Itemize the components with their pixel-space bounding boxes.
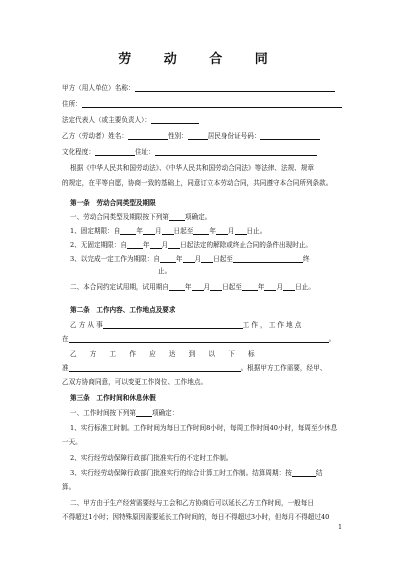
article2-line-1: 乙 方 从 事 工 作 ， 工 作 地 点 bbox=[70, 321, 302, 329]
article3-heading: 第三条 工作时间和休息休假 bbox=[70, 394, 156, 402]
comp-hours-line: 3、实行经劳动保障行政部门批准实行的综合计算工时工作制。结算周期：按 结 bbox=[70, 469, 323, 477]
blank[interactable] bbox=[143, 227, 155, 235]
blank[interactable] bbox=[201, 255, 213, 263]
id-field[interactable] bbox=[260, 132, 320, 140]
party-a-field[interactable] bbox=[135, 84, 335, 92]
blank[interactable] bbox=[242, 283, 258, 291]
flex-hours-line: 2、实行经劳动保障行政部门批准实行的不定时工作制。 bbox=[70, 454, 233, 462]
article2-line-4: 准 。根据甲方工作需要，经甲、 bbox=[62, 364, 327, 372]
page-title: 劳 动 合 同 bbox=[118, 52, 282, 67]
standard-field[interactable] bbox=[69, 364, 241, 372]
article2-heading: 第二条 工作内容、工作地点及要求 bbox=[70, 306, 176, 314]
article1-heading: 第一条 劳动合同类型及期限 bbox=[70, 199, 156, 207]
trial-line: 二、本合同约定试用期，试用期自 年 月 日起至 年 月 日止。 bbox=[70, 283, 315, 291]
blank[interactable] bbox=[150, 241, 162, 249]
party-a-line: 甲方（用人单位）名称： bbox=[62, 84, 342, 92]
party-b-line: 乙方（劳动者）姓名： 性别： 居民身份证号码： bbox=[62, 132, 342, 140]
open-term-line: 2、无固定期限：自 年 月 日起法定的解除或终止合同的条件出现时止。 bbox=[70, 241, 313, 249]
page-number: 1 bbox=[338, 524, 342, 531]
type-choice-field[interactable] bbox=[169, 213, 185, 221]
standard-hours-line: 1、实行标准工时制。工作时间为每日工作时间8小时，每周工作时间40小时，每周至少休息 bbox=[70, 424, 338, 432]
education-field[interactable] bbox=[95, 148, 135, 156]
article1-intro: 一、劳动合同类型及期限按下列第 项确定。 bbox=[70, 213, 212, 221]
legal-rep-field[interactable] bbox=[151, 116, 199, 124]
legal-rep-line: 法定代表人（或主要负责人）： bbox=[62, 116, 342, 124]
address-line: 住所： bbox=[62, 100, 342, 108]
task-term-end: 止。 bbox=[158, 267, 172, 275]
period-field[interactable] bbox=[292, 469, 316, 477]
blank[interactable] bbox=[162, 227, 174, 235]
preamble-line-1: 根据《中华人民共和国劳动法》、《中华人民共和国劳动合同法》等法律、法规、规章 bbox=[70, 164, 314, 172]
blank[interactable] bbox=[127, 241, 143, 249]
blank[interactable] bbox=[160, 255, 176, 263]
blank[interactable] bbox=[233, 255, 303, 263]
hours-choice-field[interactable] bbox=[136, 409, 152, 417]
article3-intro: 一、工作时间按下列第 项确定： bbox=[70, 409, 179, 417]
blank[interactable] bbox=[264, 283, 276, 291]
standard-hours-line-2: 一天。 bbox=[62, 438, 82, 446]
overtime-line-1: 二、甲方由于生产经营需要经与工会和乙方协商后可以延长乙方工作时间，一般每日 bbox=[70, 499, 314, 507]
blank[interactable] bbox=[183, 255, 195, 263]
overtime-line-2: 不得超过1小时；因特殊原因需要延长工作时间的，每日不得超过3小时，但每月不得超过40 bbox=[62, 513, 330, 521]
blank[interactable] bbox=[235, 227, 247, 235]
fixed-term-line: 1、固定期限：自 年 月 日起至 年 月 日止。 bbox=[70, 227, 267, 235]
task-term-line: 3、以完成一定工作为期限：自 年 月 日起至 终 bbox=[70, 255, 310, 263]
blank[interactable] bbox=[120, 227, 136, 235]
blank[interactable] bbox=[168, 241, 180, 249]
blank[interactable] bbox=[283, 283, 295, 291]
gender-field[interactable] bbox=[188, 132, 208, 140]
article2-line-5: 乙双方协商同意，可以变更工作岗位、工作地点。 bbox=[62, 378, 208, 386]
residence-field[interactable] bbox=[155, 148, 317, 156]
party-b-name-field[interactable] bbox=[128, 132, 168, 140]
article2-line-2: 在 。 bbox=[62, 335, 336, 343]
workplace-field[interactable] bbox=[69, 335, 329, 343]
comp-hours-line-2: 算。 bbox=[62, 483, 76, 491]
job-field[interactable] bbox=[103, 321, 243, 329]
blank[interactable] bbox=[210, 283, 222, 291]
preamble-line-2: 的规定，在平等自愿，协商一致的基础上，同意订立本劳动合同，共同遵守本合同所列条款。 bbox=[62, 179, 333, 187]
blank[interactable] bbox=[193, 227, 209, 235]
blank[interactable] bbox=[192, 283, 204, 291]
blank[interactable] bbox=[169, 283, 185, 291]
blank[interactable] bbox=[216, 227, 228, 235]
address-field[interactable] bbox=[82, 100, 342, 108]
article2-line-3: 乙 方 工 作 应 达 到 以 下 标 bbox=[70, 350, 255, 358]
education-line: 文化程度： 住址： bbox=[62, 148, 342, 156]
